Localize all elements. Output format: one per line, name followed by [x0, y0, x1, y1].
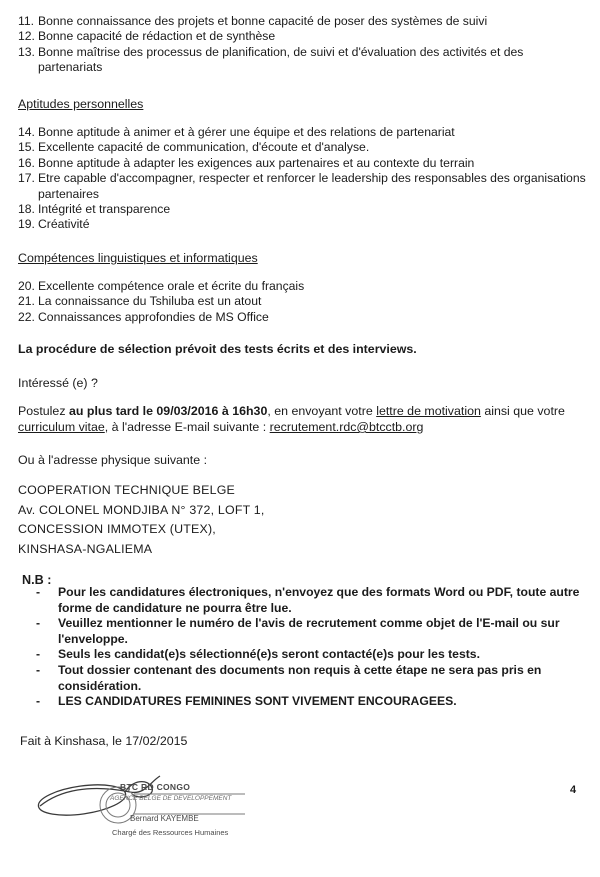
dash-bullet: - [36, 694, 41, 709]
nb-item [36, 616, 588, 647]
list-item [18, 279, 588, 294]
deadline-text: au plus tard le 09/03/2016 à 16h30 [68, 404, 268, 418]
dash-bullet: - [36, 585, 41, 599]
item-number: 11. [18, 14, 35, 28]
item-number: 16. [18, 155, 35, 170]
list-item [18, 171, 588, 202]
lettre-motivation-text: lettre de motivation [376, 404, 481, 418]
nb-list [36, 585, 588, 710]
section-title-competences: Compétences linguistiques et informatiques [18, 251, 258, 265]
item-number: 12. [18, 29, 35, 44]
list-aptitudes [18, 125, 588, 233]
section-title-aptitudes: Aptitudes personnelles [18, 97, 144, 111]
stamp-name: Bernard KAYEMBE [130, 814, 199, 823]
list-item [18, 45, 588, 76]
postulez-paragraph [18, 403, 583, 435]
stamp-role: Chargé des Ressources Humaines [112, 828, 229, 837]
nb-item [36, 694, 588, 710]
item-text: Connaissances approfondies de MS Office [38, 309, 269, 324]
date-place-line: Fait à Kinshasa, le 17/02/2015 [20, 734, 188, 748]
list-item [18, 140, 588, 155]
address-line: KINSHASA-NGALIEMA [18, 541, 153, 556]
item-number: 22. [18, 309, 35, 324]
postulez-text: ainsi que votre [480, 404, 565, 418]
address-block [18, 481, 265, 559]
item-text: Excellente compétence orale et écrite du français [38, 279, 305, 293]
item-text: Excellente capacité de communication, d'écoute et d'analyse. [38, 140, 370, 155]
adresse-intro: Ou à l'adresse physique suivante : [18, 453, 208, 467]
nb-item [36, 647, 588, 663]
address-line: CONCESSION IMMOTEX (UTEX), [18, 522, 216, 536]
item-number: 19. [18, 217, 35, 232]
item-text: Bonne aptitude à adapter les exigences aux partenaires et au contexte du terrain [38, 155, 475, 170]
item-text: Bonne aptitude à animer et à gérer une équipe et des relations de partenariat [38, 125, 455, 139]
item-number: 20. [18, 279, 35, 293]
page-number: 4 [570, 784, 577, 796]
item-text: Bonne maîtrise des processus de planification, de suivi et d'évaluation des activités et des partenariats [38, 44, 524, 75]
list-item [18, 310, 588, 325]
item-text: La connaissance du Tshiluba est un atout [38, 294, 262, 309]
list-competences [18, 279, 588, 325]
cv-text: curriculum vitae [18, 420, 105, 434]
item-text: Créativité [38, 217, 90, 232]
item-text: Bonne capacité de rédaction et de synthèse [38, 29, 276, 44]
nb-item [36, 585, 588, 616]
list-item [18, 125, 588, 140]
item-number: 13. [18, 44, 35, 59]
postulez-text: , en envoyant votre [267, 404, 377, 418]
item-text: Bonne connaissance des projets et bonne capacité de poser des systèmes de suivi [38, 14, 488, 28]
list-item [18, 14, 588, 29]
list-item [18, 217, 588, 232]
item-text: Etre capable d'accompagner, respecter et renforcer le leadership des responsables des organisations partenaires [38, 171, 586, 201]
nb-item-text: Pour les candidatures électroniques, n'envoyez que des formats Word ou PDF, toute autre forme de candidature ne pourra être lue. [58, 585, 580, 615]
item-number: 14. [18, 125, 35, 139]
list-item [18, 156, 588, 171]
stamp-agency: AGENCE BELGE DE DEVELOPPEMENT [110, 795, 232, 802]
address-line: Av. COLONEL MONDJIBA N° 372, LOFT 1, [18, 502, 265, 517]
item-number: 15. [18, 140, 35, 155]
item-number: 17. [18, 171, 35, 186]
procedure-text: La procédure de sélection prévoit des tests écrits et des interviews. [18, 342, 417, 356]
item-number: 18. [18, 202, 35, 217]
postulez-text: Postulez [18, 404, 69, 418]
nb-title: N.B : [22, 573, 52, 587]
list-top [18, 14, 588, 76]
nb-item-text: Veuillez mentionner le numéro de l'avis de recrutement comme objet de l'E-mail ou sur l'enveloppe. [58, 616, 560, 646]
item-number: 21. [18, 294, 35, 309]
interesse-text: Intéressé (e) ? [18, 376, 98, 390]
postulez-text: , à l'adresse E-mail suivante : [104, 420, 270, 434]
nb-item-text: Tout dossier contenant des documents non requis à cette étape ne sera pas pris en considération. [58, 662, 542, 693]
stamp-org: BTC RD CONGO [120, 782, 191, 792]
dash-bullet: - [36, 662, 41, 677]
list-item [18, 294, 588, 309]
dash-bullet: - [36, 647, 41, 662]
list-item [18, 202, 588, 217]
email-link[interactable]: recrutement.rdc@btcctb.org [269, 420, 424, 434]
item-text: Intégrité et transparence [38, 202, 171, 217]
nb-item-text: Seuls les candidat(e)s sélectionné(e)s seront contacté(e)s pour les tests. [58, 647, 480, 662]
list-item [18, 29, 588, 44]
dash-bullet: - [36, 616, 41, 631]
nb-item-text: LES CANDIDATURES FEMININES SONT VIVEMENT ENCOURAGEES. [58, 694, 457, 709]
address-line: COOPERATION TECHNIQUE BELGE [18, 483, 235, 497]
nb-item [36, 663, 588, 694]
